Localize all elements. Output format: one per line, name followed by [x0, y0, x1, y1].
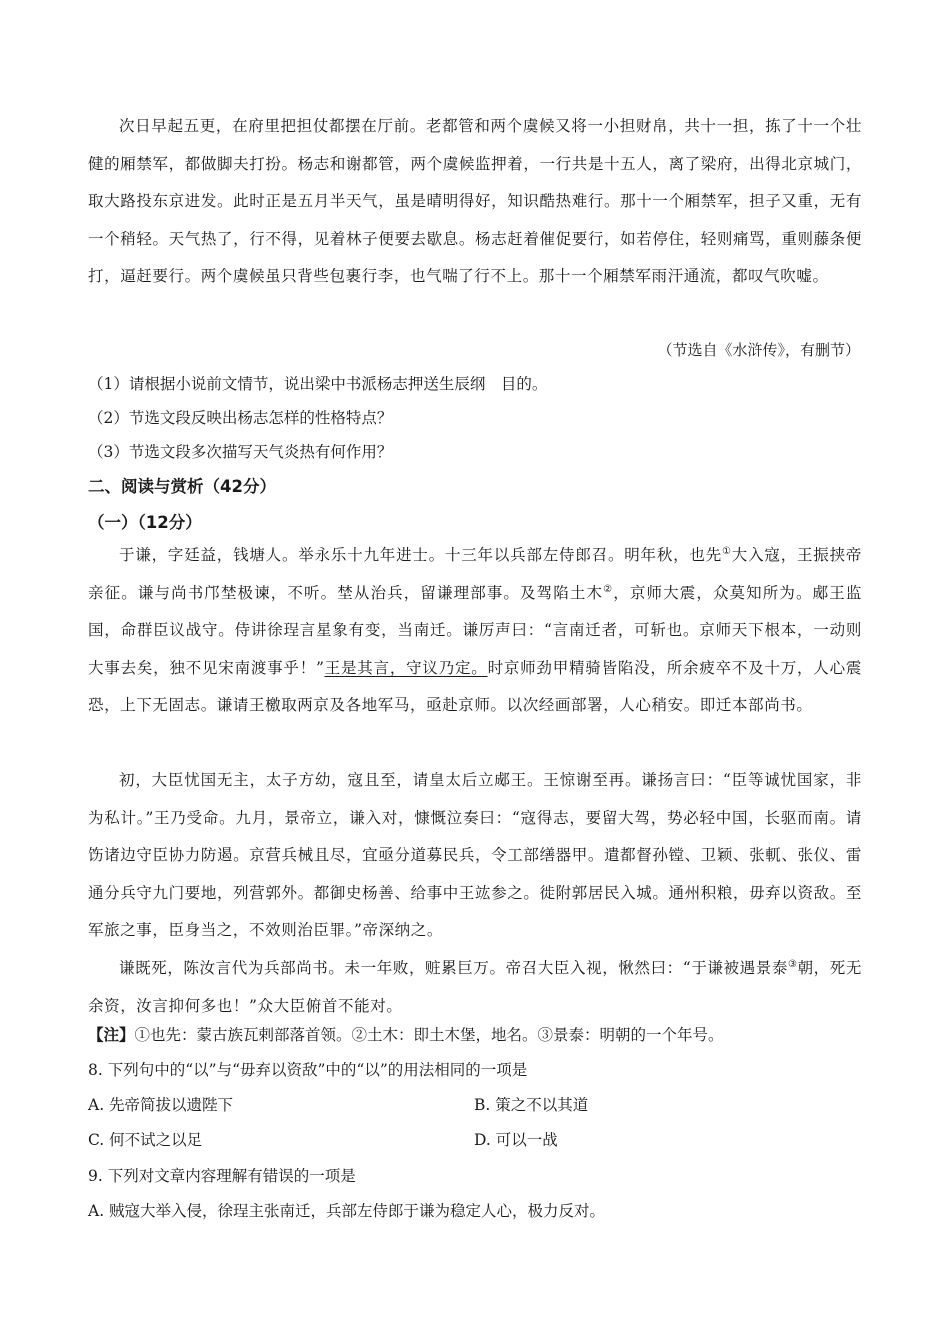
article-text: 于谦，字廷益，钱塘人。举永乐十九年进士。十三年以兵部左侍郎召。明年秋，也先: [119, 546, 723, 564]
q9-option-a: A. 贼寇大举入侵，徐珵主张南迁，兵部左侍郎于谦为稳定人心，极力反对。: [88, 1202, 606, 1220]
annotation-note: [88, 1023, 862, 1047]
passage-paragraph-1: 次日早起五更，在府里把担仗都摆在厅前。老都管和两个虞候又将一小担财帛，共十一担，拣了十一个壮健的厢禁军，都做脚夫打扮。杨志和谢都管，两个虞候监押着，一行共是十五人，离了梁府，出得北京城门，取大路投东京进发。此时正是五月半天气，虽是晴明得好，知识酷热难行。那十一个厢禁军，担子又重，无有一个稍轻。天气热了，行不得，见着林子便要去歇息。杨志赶着催促要行，如若停住，轻则痛骂，重则藤条便打，逼赶要行。两个虞候虽只背些包裹行李，也气喘了行不上。那十一个厢禁军雨汗通流，都叹气吹嘘。: [88, 117, 862, 285]
passage-source: （节选自《水浒传》，有删节）: [657, 341, 860, 359]
article-text: 谦既死，陈汝言代为兵部尚书。未一年败，赃累巨万。帝召大臣入视，愀然曰：“于谦被遇景泰: [119, 959, 788, 977]
footnote-marker-1: ①: [722, 545, 732, 557]
q8-option-a: A. 先帝简拔以遗陛下: [88, 1096, 234, 1114]
article-paragraph-2: 初，大臣忧国无主，太子方幼，寇且至，请皇太后立郕王。王惊谢至再。谦扬言曰：“臣等诚忧国家，非为私计。”王乃受命。九月，景帝立，谦入对，慷慨泣奏曰：“寇得志，要留大驾，势必轻中国，长驱而南。请饬诸边守臣协力防遏。京营兵械且尽，宜亟分道募民兵，令工部缮器甲。遣都督孙镗、卫颖、张軏、张仪、雷通分兵守九门要地，列营郭外。都御史杨善、给事中王竑参之。徙附郭居民入城。通州积粮，毋弃以资敌。至军旅之事，臣身当之，不效则治臣罪。”帝深纳之。: [88, 771, 862, 939]
article-paragraph-1: [88, 537, 862, 725]
q8-option-b: B. 策之不以其道: [474, 1096, 589, 1114]
question-3: （3）节选文段多次描写天气炎热有何作用？: [88, 443, 393, 461]
article-text: ，京师大震，众莫知所为。郕王监国，命群臣议战守。侍讲徐珵言星象有变，当南迁。谦厉声曰：“言南迁者，可斩也。京师天下根本，一动则大事去矣，独不见宋南渡事乎！”: [88, 583, 862, 677]
underlined-sentence: 王是其言，守议乃定。: [324, 658, 488, 677]
question-8: 8. 下列句中的“以”与“毋弃以资敌”中的“以”的用法相同的一项是: [88, 1061, 528, 1079]
footnote-marker-3: ③: [787, 958, 798, 970]
article-text: 朝，死无余资，汝言抑何多也！”众大臣俯首不能对。: [88, 959, 862, 1015]
section-heading: 二、阅读与赏析（42分）: [88, 477, 276, 496]
question-9: 9. 下列对文章内容理解有错误的一项是: [88, 1167, 356, 1185]
question-2: （2）节选文段反映出杨志怎样的性格特点？: [88, 409, 393, 427]
note-text: ①也先：蒙古族瓦剌部落首领。②土木：即土木堡，地名。③景泰：明朝的一个年号。: [134, 1026, 724, 1044]
question-1: （1）请根据小说前文情节，说出梁中书派杨志押送生辰纲 目的。: [88, 375, 548, 393]
subsection-heading: （一）（12分）: [88, 513, 202, 532]
note-label: 【注】: [88, 1025, 135, 1044]
q8-option-d: D. 可以一战: [474, 1131, 558, 1149]
article-text: 时京师劲甲精骑皆陷没，所余疲卒不及十万，人心震恐，上下无固志。谦请王檄取两京及各地军马，亟赴京师。以次经画部署，人心稍安。即迁本部尚书。: [88, 658, 862, 714]
article-text: 大入寇，王振挟帝亲征。谦与尚书邝埜极谏，不听。埜从治兵，留谦理部事。及驾陷土木: [88, 546, 862, 602]
article-paragraph-3: [88, 950, 862, 1025]
footnote-marker-2: ②: [603, 583, 614, 595]
q8-option-c: C. 何不试之以足: [88, 1131, 203, 1149]
